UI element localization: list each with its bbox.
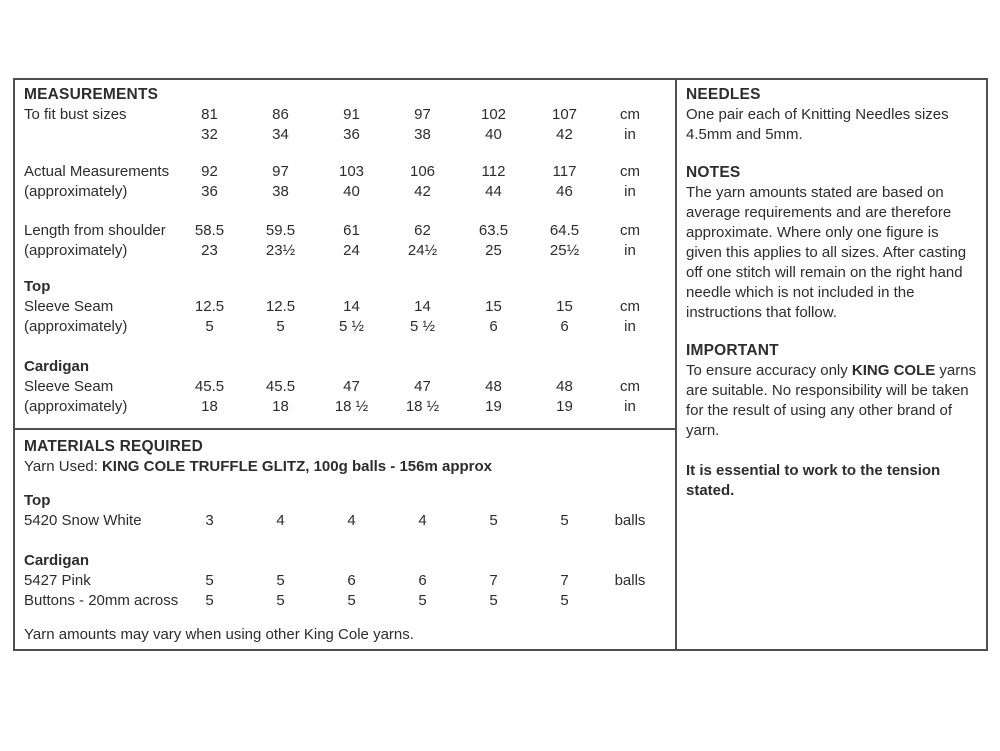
- cell: 42: [414, 183, 431, 200]
- left-panel: [15, 80, 677, 649]
- cell: 15: [556, 298, 573, 315]
- tension-statement: It is essential to work to the tension stated.: [686, 462, 941, 499]
- cell: 12.5: [194, 298, 225, 315]
- cell: 91: [343, 106, 360, 123]
- cell: 38: [414, 126, 431, 143]
- cell: 5: [276, 318, 285, 335]
- cell: 15: [485, 298, 502, 315]
- unit-cell: cm: [620, 222, 640, 239]
- cell: 12.5: [265, 298, 296, 315]
- table-row: [24, 571, 675, 591]
- cell: 36: [201, 183, 218, 200]
- cell: 24: [343, 242, 360, 259]
- cell: 81: [201, 106, 218, 123]
- cell: 5: [418, 592, 427, 609]
- cell: 47: [414, 378, 431, 395]
- unit-cell: in: [624, 183, 636, 200]
- cell: 14: [414, 298, 431, 315]
- materials-section: [15, 430, 675, 645]
- table-row: [24, 511, 675, 531]
- yarn-used-label: Yarn Used:: [24, 458, 98, 475]
- unit-cell: in: [624, 242, 636, 259]
- row-label: 5420 Snow White: [24, 512, 142, 529]
- cell: 6: [560, 318, 569, 335]
- table-row: [24, 317, 675, 337]
- yarn-used-line: [24, 457, 675, 477]
- table-row: [24, 125, 675, 145]
- cell: 42: [556, 126, 573, 143]
- table-row: [24, 297, 675, 317]
- cell: 7: [489, 572, 498, 589]
- brand-name: KING COLE: [851, 362, 936, 379]
- measurements-section: [15, 80, 675, 430]
- cell: 117: [552, 163, 577, 180]
- yarn-used-value: KING COLE TRUFFLE GLITZ, 100g balls - 156m approx: [101, 458, 492, 475]
- cell: 106: [409, 163, 436, 180]
- row-label: To fit bust sizes: [24, 106, 127, 123]
- cell: 64.5: [549, 222, 580, 239]
- cell: 97: [272, 163, 289, 180]
- unit-cell: in: [624, 318, 636, 335]
- cell: 5: [489, 512, 498, 529]
- needles-body: One pair each of Knitting Needles sizes 4.5mm and 5mm.: [686, 106, 949, 143]
- cell: 6: [418, 572, 427, 589]
- cell: 47: [343, 378, 360, 395]
- row-label: Buttons - 20mm across: [24, 592, 179, 609]
- cell: 61: [343, 222, 360, 239]
- row-label: [24, 125, 174, 145]
- cell: 112: [481, 163, 506, 180]
- important-body: [686, 361, 978, 441]
- cell: 25: [485, 242, 502, 259]
- important-title: IMPORTANT: [686, 342, 779, 359]
- cell: 5 ½: [338, 318, 365, 335]
- materials-top-heading: Top: [24, 492, 51, 509]
- cell: 34: [272, 126, 289, 143]
- cell: 97: [414, 106, 431, 123]
- unit-cell: cm: [620, 106, 640, 123]
- cell: 92: [201, 163, 218, 180]
- unit-cell: in: [624, 126, 636, 143]
- unit-cell: cm: [620, 298, 640, 315]
- row-label: 5427 Pink: [24, 572, 91, 589]
- cell: 18: [201, 398, 218, 415]
- notes-body: The yarn amounts stated are based on average requirements and are therefore approximate. Where only one figure is given this applies to all sizes. After casting off one stitch will remain on the right hand needle which is not included in the instructions that follow.: [686, 184, 967, 321]
- pattern-sheet: [13, 78, 988, 651]
- unit-cell: [600, 591, 660, 611]
- cell: 5: [205, 572, 214, 589]
- cell: 5: [276, 572, 285, 589]
- cell: 19: [556, 398, 573, 415]
- cell: 48: [485, 378, 502, 395]
- row-label: (approximately): [24, 398, 128, 415]
- cell: 103: [338, 163, 365, 180]
- right-panel: [677, 80, 986, 649]
- cell: 46: [556, 183, 573, 200]
- cell: 14: [343, 298, 360, 315]
- important-body-text-2: yarns are suitable. No responsibility will be taken for the result of using any other brand of yarn.: [686, 362, 977, 439]
- cell: 5: [560, 592, 569, 609]
- cell: 19: [485, 398, 502, 415]
- cell: 18 ½: [334, 398, 369, 415]
- important-body-text-1: To ensure accuracy only: [686, 362, 852, 379]
- unit-cell: balls: [614, 512, 646, 529]
- row-label: Actual Measurements: [24, 163, 170, 180]
- cell: 45.5: [194, 378, 225, 395]
- cell: 59.5: [265, 222, 296, 239]
- cell: 5: [347, 592, 356, 609]
- cell: 3: [205, 512, 214, 529]
- yarn-variance-note: Yarn amounts may vary when using other King Cole yarns.: [24, 626, 414, 643]
- cell: 40: [485, 126, 502, 143]
- table-row: [24, 591, 675, 611]
- cell: 5: [560, 512, 569, 529]
- row-label: Length from shoulder: [24, 222, 166, 239]
- cell: 23½: [265, 242, 296, 259]
- row-label: Sleeve Seam: [24, 378, 114, 395]
- cell: 58.5: [194, 222, 225, 239]
- table-row: [24, 241, 675, 261]
- measurements-title: MEASUREMENTS: [24, 86, 159, 103]
- needles-title: NEEDLES: [686, 86, 761, 103]
- cell: 6: [347, 572, 356, 589]
- cell: 102: [480, 106, 507, 123]
- materials-cardigan-heading: Cardigan: [24, 552, 90, 569]
- table-row: [24, 221, 675, 241]
- table-row: [24, 377, 675, 397]
- unit-cell: in: [624, 398, 636, 415]
- cell: 5: [276, 592, 285, 609]
- row-label: Sleeve Seam: [24, 298, 114, 315]
- cell: 62: [414, 222, 431, 239]
- cell: 4: [418, 512, 427, 529]
- row-label: (approximately): [24, 242, 128, 259]
- cell: 40: [343, 183, 360, 200]
- unit-cell: cm: [620, 163, 640, 180]
- cell: 5: [205, 318, 214, 335]
- cell: 44: [485, 183, 502, 200]
- cell: 4: [347, 512, 356, 529]
- cell: 32: [201, 126, 218, 143]
- cell: 5: [205, 592, 214, 609]
- cell: 25½: [549, 242, 580, 259]
- cell: 63.5: [478, 222, 509, 239]
- unit-cell: cm: [620, 378, 640, 395]
- cell: 18 ½: [405, 398, 440, 415]
- top-section-heading: Top: [24, 278, 51, 295]
- row-label: (approximately): [24, 183, 128, 200]
- materials-title: MATERIALS REQUIRED: [24, 438, 203, 455]
- unit-cell: balls: [614, 572, 646, 589]
- table-row: [24, 182, 675, 202]
- cell: 7: [560, 572, 569, 589]
- cell: 38: [272, 183, 289, 200]
- cardigan-section-heading: Cardigan: [24, 358, 90, 375]
- cell: 5: [489, 592, 498, 609]
- cell: 18: [272, 398, 289, 415]
- cell: 23: [201, 242, 218, 259]
- cell: 6: [489, 318, 498, 335]
- table-row: [24, 397, 675, 417]
- cell: 5 ½: [409, 318, 436, 335]
- cell: 24½: [407, 242, 438, 259]
- cell: 48: [556, 378, 573, 395]
- cell: 36: [343, 126, 360, 143]
- cell: 107: [551, 106, 578, 123]
- cell: 86: [272, 106, 289, 123]
- row-label: (approximately): [24, 318, 128, 335]
- cell: 45.5: [265, 378, 296, 395]
- table-row: [24, 105, 675, 125]
- notes-title: NOTES: [686, 164, 741, 181]
- cell: 4: [276, 512, 285, 529]
- table-row: [24, 162, 675, 182]
